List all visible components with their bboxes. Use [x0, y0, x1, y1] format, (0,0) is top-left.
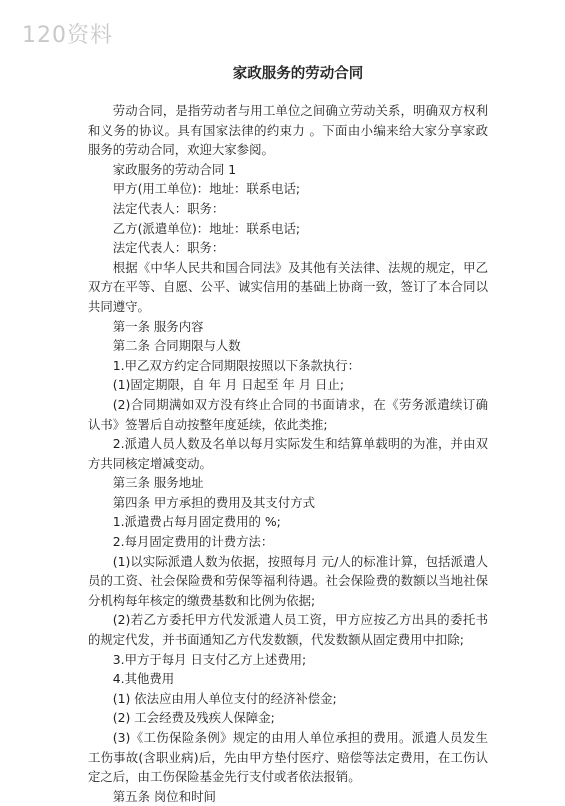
party-b-representative: 法定代表人：职务：	[112, 240, 225, 256]
party-a-representative: 法定代表人：职务：	[112, 200, 225, 216]
article-4-clause-4-3: (3)《工伤保险条例》规定的由用人单位承担的费用。派遣人员发生工伤事故(含职业病)后，先由甲方垫付医疗、赔偿等法定费用，在工伤认定之后，由工伤保险基金先行支付或者依法报销。	[88, 730, 488, 785]
watermark: 120资料	[22, 23, 113, 48]
article-2-heading: 第二条 合同期限与人数	[112, 338, 241, 354]
article-4-clause-3: 3.甲方于每月 日支付乙方上述费用;	[112, 651, 307, 667]
article-3-heading: 第三条 服务地址	[112, 475, 204, 491]
intro-paragraph: 劳动合同，是指劳动者与用工单位之间确立劳动关系，明确双方权利和义务的协议。具有国家法律的约束力 。下面由小编来给大家分享家政服务的劳动合同，欢迎大家参阅。	[88, 103, 488, 158]
document-title: 家政服务的劳动合同	[232, 66, 364, 82]
article-4-clause-4-1: (1) 依法应由用人单位支付的经济补偿金;	[112, 690, 337, 706]
party-a-line: 甲方(用工单位)：地址：联系电话;	[112, 181, 301, 197]
article-5-heading: 第五条 岗位和时间	[112, 788, 216, 804]
article-4-clause-2-1: (1)以实际派遣人数为依据，按照每月 元/人的标准计算，包括派遣人员的工资、社会保险费和劳保等福利待遇。社会保险费的数额以当地社保分机构每年核定的缴费基数和比例为依据;	[88, 553, 488, 608]
article-2-clause-1-2: (2)合同期满如双方没有终止合同的书面请求，在《劳务派遣续订确认书》签署后自动按整年度延续，依此类推;	[88, 396, 488, 432]
document-body	[88, 64, 488, 806]
article-4-clause-4: 4.其他费用	[112, 671, 175, 687]
legal-basis-paragraph: 根据《中华人民共和国合同法》及其他有关法律、法规的规定，甲乙双方在平等、自愿、公平、诚实信用的基础上协商一致，签订了本合同以共同遵守。	[88, 259, 488, 314]
article-4-heading: 第四条 甲方承担的费用及其支付方式	[112, 494, 315, 510]
article-2-clause-1: 1.甲乙双方约定合同期限按照以下条款执行：	[112, 357, 361, 373]
article-4-clause-2-2: (2)若乙方委托甲方代发派遣人员工资，甲方应按乙方出具的委托书的规定代发，并书面通知乙方代发数额，代发数额从固定费用中扣除;	[88, 612, 488, 648]
contract-heading: 家政服务的劳动合同 1	[112, 161, 237, 177]
article-4-clause-4-2: (2) 工会经费及残疾人保障金;	[112, 710, 275, 726]
article-2-clause-2: 2.派遣人员人数及名单以每月实际发生和结算单载明的为准，并由双方共同核定增减变动。	[88, 436, 488, 471]
article-1-heading: 第一条 服务内容	[112, 318, 204, 334]
party-b-line: 乙方(派遣单位)：地址：联系电话;	[112, 220, 301, 236]
article-4-clause-2: 2.每月固定费用的计费方法：	[112, 534, 274, 550]
article-4-clause-1: 1.派遣费占每月固定费用的 %;	[112, 514, 281, 530]
article-2-clause-1-1: (1)固定期限，自 年 月 日起至 年 月 日止;	[112, 377, 345, 393]
